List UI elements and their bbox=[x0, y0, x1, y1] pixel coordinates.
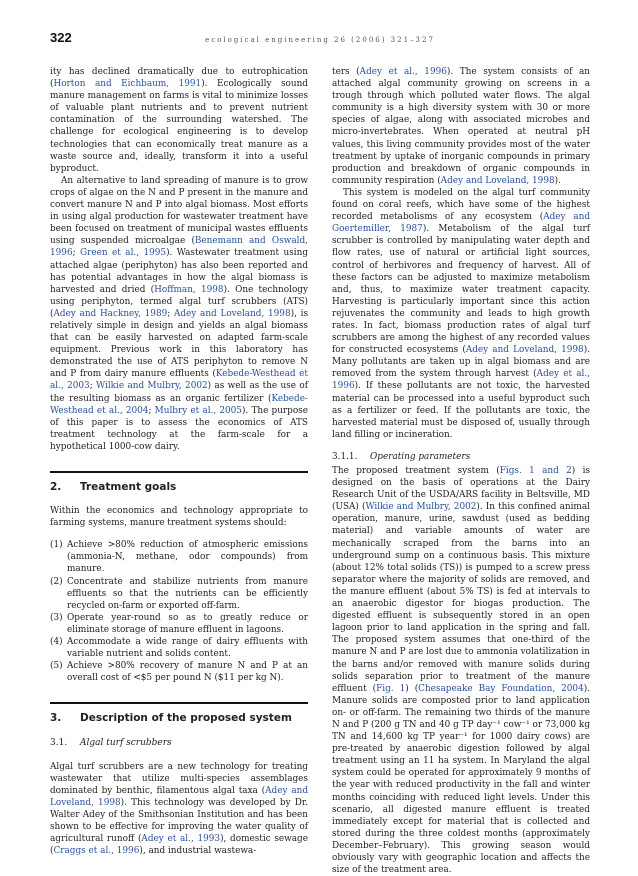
journal-running-head: ecological engineering 26 (2006) 321–327 bbox=[205, 36, 435, 44]
citation-link[interactable]: Adey et al., 1993 bbox=[141, 834, 221, 845]
text: ; bbox=[148, 405, 155, 416]
citation-link[interactable]: Adey and Loveland, 1998 bbox=[50, 785, 309, 808]
section-heading-treatment-goals bbox=[50, 481, 308, 493]
text: ), and industrial wastewa- bbox=[139, 846, 257, 857]
citation-link[interactable]: Adey and Loveland, 1998 bbox=[465, 345, 584, 356]
two-column-body bbox=[50, 66, 590, 876]
text: ; bbox=[89, 381, 97, 392]
page-number: 322 bbox=[50, 30, 72, 45]
subsection-title: Algal turf scrubbers bbox=[80, 737, 172, 748]
list-item-number: (1) bbox=[50, 540, 63, 551]
citation-link[interactable]: Adey and Goertemiller, 1987 bbox=[332, 212, 590, 235]
section-title: Treatment goals bbox=[80, 481, 177, 493]
text: ). In this confined animal operation, manure, urine, sawdust (used as bedding material) and variable amounts of water are mechanically scraped from the barns into an underground sump on a continuous basis. This mixture (about 12% total solids (TS)) is pumped to a screw press separator where the majority of solids are removed, and the manure effluent (about 5% TS) is fed at intervals to an anaerobic digestor for biogas production. The digested effluent is subsequently stored in an open lagoon prior to land application in the spring and fall. The proposed system assumes that one-third of the manure N and P are lost due to ammonia volatilization in the barns and/or removed with manure solids during solids separation prior to treatment of the manure effluent ( bbox=[332, 502, 590, 694]
subsubsection-title: Operating parameters bbox=[370, 451, 471, 462]
subsubsection-heading-operating-parameters bbox=[332, 451, 590, 463]
list-item-text: Operate year-round so as to greatly reduce or eliminate storage of manure effluent in lagoons. bbox=[67, 612, 308, 635]
section-number: 2. bbox=[50, 481, 62, 493]
list-item bbox=[50, 612, 308, 636]
section-title: Description of the proposed system bbox=[80, 712, 292, 725]
list-item bbox=[50, 660, 308, 684]
text: The proposed treatment system ( bbox=[332, 466, 500, 476]
citation-link[interactable]: Horton and Eichbaum, 1991 bbox=[53, 79, 202, 90]
citation-link[interactable]: Hoffman, 1998 bbox=[154, 284, 224, 295]
citation-link[interactable]: Green et al., 1995 bbox=[80, 248, 167, 259]
text: ). The system consists of an attached algal community growing on screens in a trough through which polluted water flows. The algal community is a high diversity system with 30 or more species of algae, along with associated microbes and micro-invertebrates. When operated at neutral pH values, this living community provides most of the water treatment by uptake of inorganic compounds in primary production and breakdown of organic compounds in community respiration ( bbox=[332, 67, 591, 186]
citation-link[interactable]: Adey and Loveland, 1998 bbox=[173, 308, 291, 319]
right-column bbox=[332, 66, 590, 876]
text: An alternative to land spreading of manure is to grow crops of algae on the N and P present in the manure and convert manure N and P into algal biomass. Most efforts in using algal production for wastewater treatment have been focused on treatment of municipal wastes effluents using suspended microalgae ( bbox=[50, 175, 308, 247]
citation-link[interactable]: Wilkie and Mulbry, 2002 bbox=[365, 502, 477, 513]
section-heading-proposed-system bbox=[50, 712, 308, 724]
list-item bbox=[50, 539, 308, 575]
citation-link[interactable]: Kebede-Westhead et al., 2003 bbox=[50, 369, 308, 392]
text: This system is modeled on the algal turf community found on coral reefs, which have some of the highest recorded metabolisms of any ecosystem ( bbox=[332, 187, 590, 223]
figure-link[interactable]: Figs. 1 and 2 bbox=[499, 466, 572, 476]
text: ). One technology using periphyton, termed algal turf scrubbers (ATS) ( bbox=[50, 284, 308, 319]
list-item-text: Achieve >80% recovery of manure N and P at an overall cost of <$5 per pound N ($11 per kg N). bbox=[67, 661, 308, 684]
text: ) ( bbox=[405, 683, 419, 694]
text: ), domestic sewage ( bbox=[50, 834, 308, 857]
list-item-number: (3) bbox=[50, 612, 63, 623]
section-divider bbox=[50, 702, 308, 704]
text: ), is relatively simple in design and yields an algal biomass that can be easily harvested on adapted farm-scale equipment. Previous work in this laboratory has demonstrated the use of ATS periphyton to remove N and P from dairy manure effluents ( bbox=[50, 308, 309, 380]
text: ). Wastewater treatment using attached algae (periphyton) has also been reported and has potential advantages in how the algal biomass is harvested and dried ( bbox=[50, 248, 309, 295]
text: ; bbox=[167, 308, 174, 319]
subsection-number: 3.1. bbox=[50, 737, 68, 748]
list-item-number: (5) bbox=[50, 661, 63, 672]
list-item bbox=[50, 576, 308, 612]
citation-link[interactable]: Adey and Loveland, 1998 bbox=[440, 175, 555, 186]
text: ). bbox=[554, 175, 561, 186]
citation-link[interactable]: Kebede-Westhead et al., 2004 bbox=[50, 393, 308, 416]
text: ). This technology was developed by Dr. Walter Adey of the Smithsonian Institution and has been shown to be effective for improving the water quality of agricultural runoff ( bbox=[50, 797, 309, 845]
goals-list bbox=[50, 539, 308, 684]
page-header bbox=[50, 30, 590, 52]
citation-link[interactable]: Chesapeake Bay Foundation, 2004 bbox=[418, 683, 584, 694]
list-item-text: Achieve >80% reduction of atmospheric emissions (ammonia-N, methane, odor compounds) from manure. bbox=[67, 540, 308, 575]
citation-link[interactable]: Benemann and Oswald, 1996 bbox=[50, 236, 308, 259]
text: ). Metabolism of the algal turf scrubber is controlled by manipulating water depth and flow rates, use of natural or artificial light sources, control of herbivores and frequency of harvest. All of these factors can be adjusted to maximize metabolism and, thus, to maximize water treatment capacity. Harvesting is particularly important since this action rejuvenates the community and leads to high growth rates. In fact, biomass production rates of algal turf scrubbers are among the highest of any recorded values for constructed ecosystems ( bbox=[332, 224, 590, 356]
citation-link[interactable]: Adey et al., 1996 bbox=[332, 369, 590, 392]
goals-intro: Within the economics and technology appropriate to farming systems, manure treatment systems should: bbox=[50, 506, 308, 529]
subsection-heading-algal-turf-scrubbers bbox=[50, 737, 308, 749]
citation-link[interactable]: Adey et al., 1996 bbox=[359, 67, 447, 77]
text: ). If these pollutants are not toxic, the harvested material can be processed into a useful byproduct such as a fertilizer or feed. If the pollutants are toxic, the harvested material must be disposed of, usually through land filling or incineration. bbox=[332, 381, 590, 440]
paragraph bbox=[50, 175, 308, 453]
figure-link[interactable]: Fig. 1 bbox=[376, 683, 406, 694]
text: ). Many pollutants are taken up in algal biomass and are removed from the system through harvest ( bbox=[332, 345, 590, 380]
paragraph bbox=[332, 187, 590, 441]
text: ; bbox=[72, 248, 81, 259]
text: Algal turf scrubbers are a new technology for treating wastewater that utilize multi-species assemblages dominated by benthic, filamentous algal taxa ( bbox=[50, 761, 308, 796]
text: ). Manure solids are composted prior to land application on- or off-farm. The remaining two thirds of the manure N and P (200 g TN and 40 g TP day⁻¹ cow⁻¹ or 73,000 kg TN and 14,600 kg TP year⁻¹ for 1000 dairy cows) are pre-treated by anaerobic digestion followed by algal treatment using an 11 ha system. In Maryland the algal system could be operated for approximately 9 months of the year with reduced productivity in the fall and winter months coinciding with reduced light levels. Under this scenario, all digested manure effluent is treated immediately except for material that is collected and stored during the three coldest months (approximately December–February). This growing season would obviously vary with geographic location and affects the size of the treatment area. bbox=[332, 683, 591, 876]
left-column bbox=[50, 66, 308, 876]
citation-link[interactable]: Adey and Hackney, 1989 bbox=[53, 308, 168, 319]
citation-link[interactable]: Mulbry et al., 2005 bbox=[154, 405, 242, 416]
subsubsection-number: 3.1.1. bbox=[332, 451, 358, 462]
text: ters ( bbox=[332, 67, 360, 77]
citation-link[interactable]: Craggs et al., 1996 bbox=[53, 846, 140, 857]
text: ) as well as the use of the resulting biomass as an organic fertilizer ( bbox=[50, 381, 309, 404]
paragraph bbox=[332, 66, 590, 187]
list-item-text: Accommodate a wide range of dairy effluents with variable nutrient and solids content. bbox=[67, 637, 308, 660]
section-number: 3. bbox=[50, 712, 62, 725]
list-item bbox=[50, 636, 308, 660]
text: ity has declined dramatically due to eutrophication ( bbox=[50, 67, 308, 90]
text: ) is designed on the basis of operations at the Dairy Research Unit of the USDA/ARS facility in Beltsville, MD (USA) ( bbox=[332, 466, 590, 513]
section-divider bbox=[50, 471, 308, 473]
list-item-number: (2) bbox=[50, 576, 63, 587]
paragraph bbox=[50, 761, 308, 858]
text: ). The purpose of this paper is to assess the economics of ATS treatment technology at the farm-scale for a hypothetical 1000-cow dairy. bbox=[50, 405, 308, 452]
list-item-number: (4) bbox=[50, 637, 63, 648]
paragraph bbox=[50, 66, 308, 175]
list-item-text: Concentrate and stabilize nutrients from manure effluents so that the nutrients can be efficiently recycled on-farm or exported off-farm. bbox=[67, 576, 308, 611]
citation-link[interactable]: Wilkie and Mulbry, 2002 bbox=[96, 381, 208, 392]
paragraph bbox=[332, 465, 590, 876]
text: ). Ecologically sound manure management on farms is vital to minimize losses of valuable plant nutrients and to prevent nutrient contamination of the surrounding watershed. The challenge for ecological engineering is to develop technologies that can economically treat manure as a waste source and, ideally, transform it into a useful byproduct. bbox=[50, 79, 308, 174]
